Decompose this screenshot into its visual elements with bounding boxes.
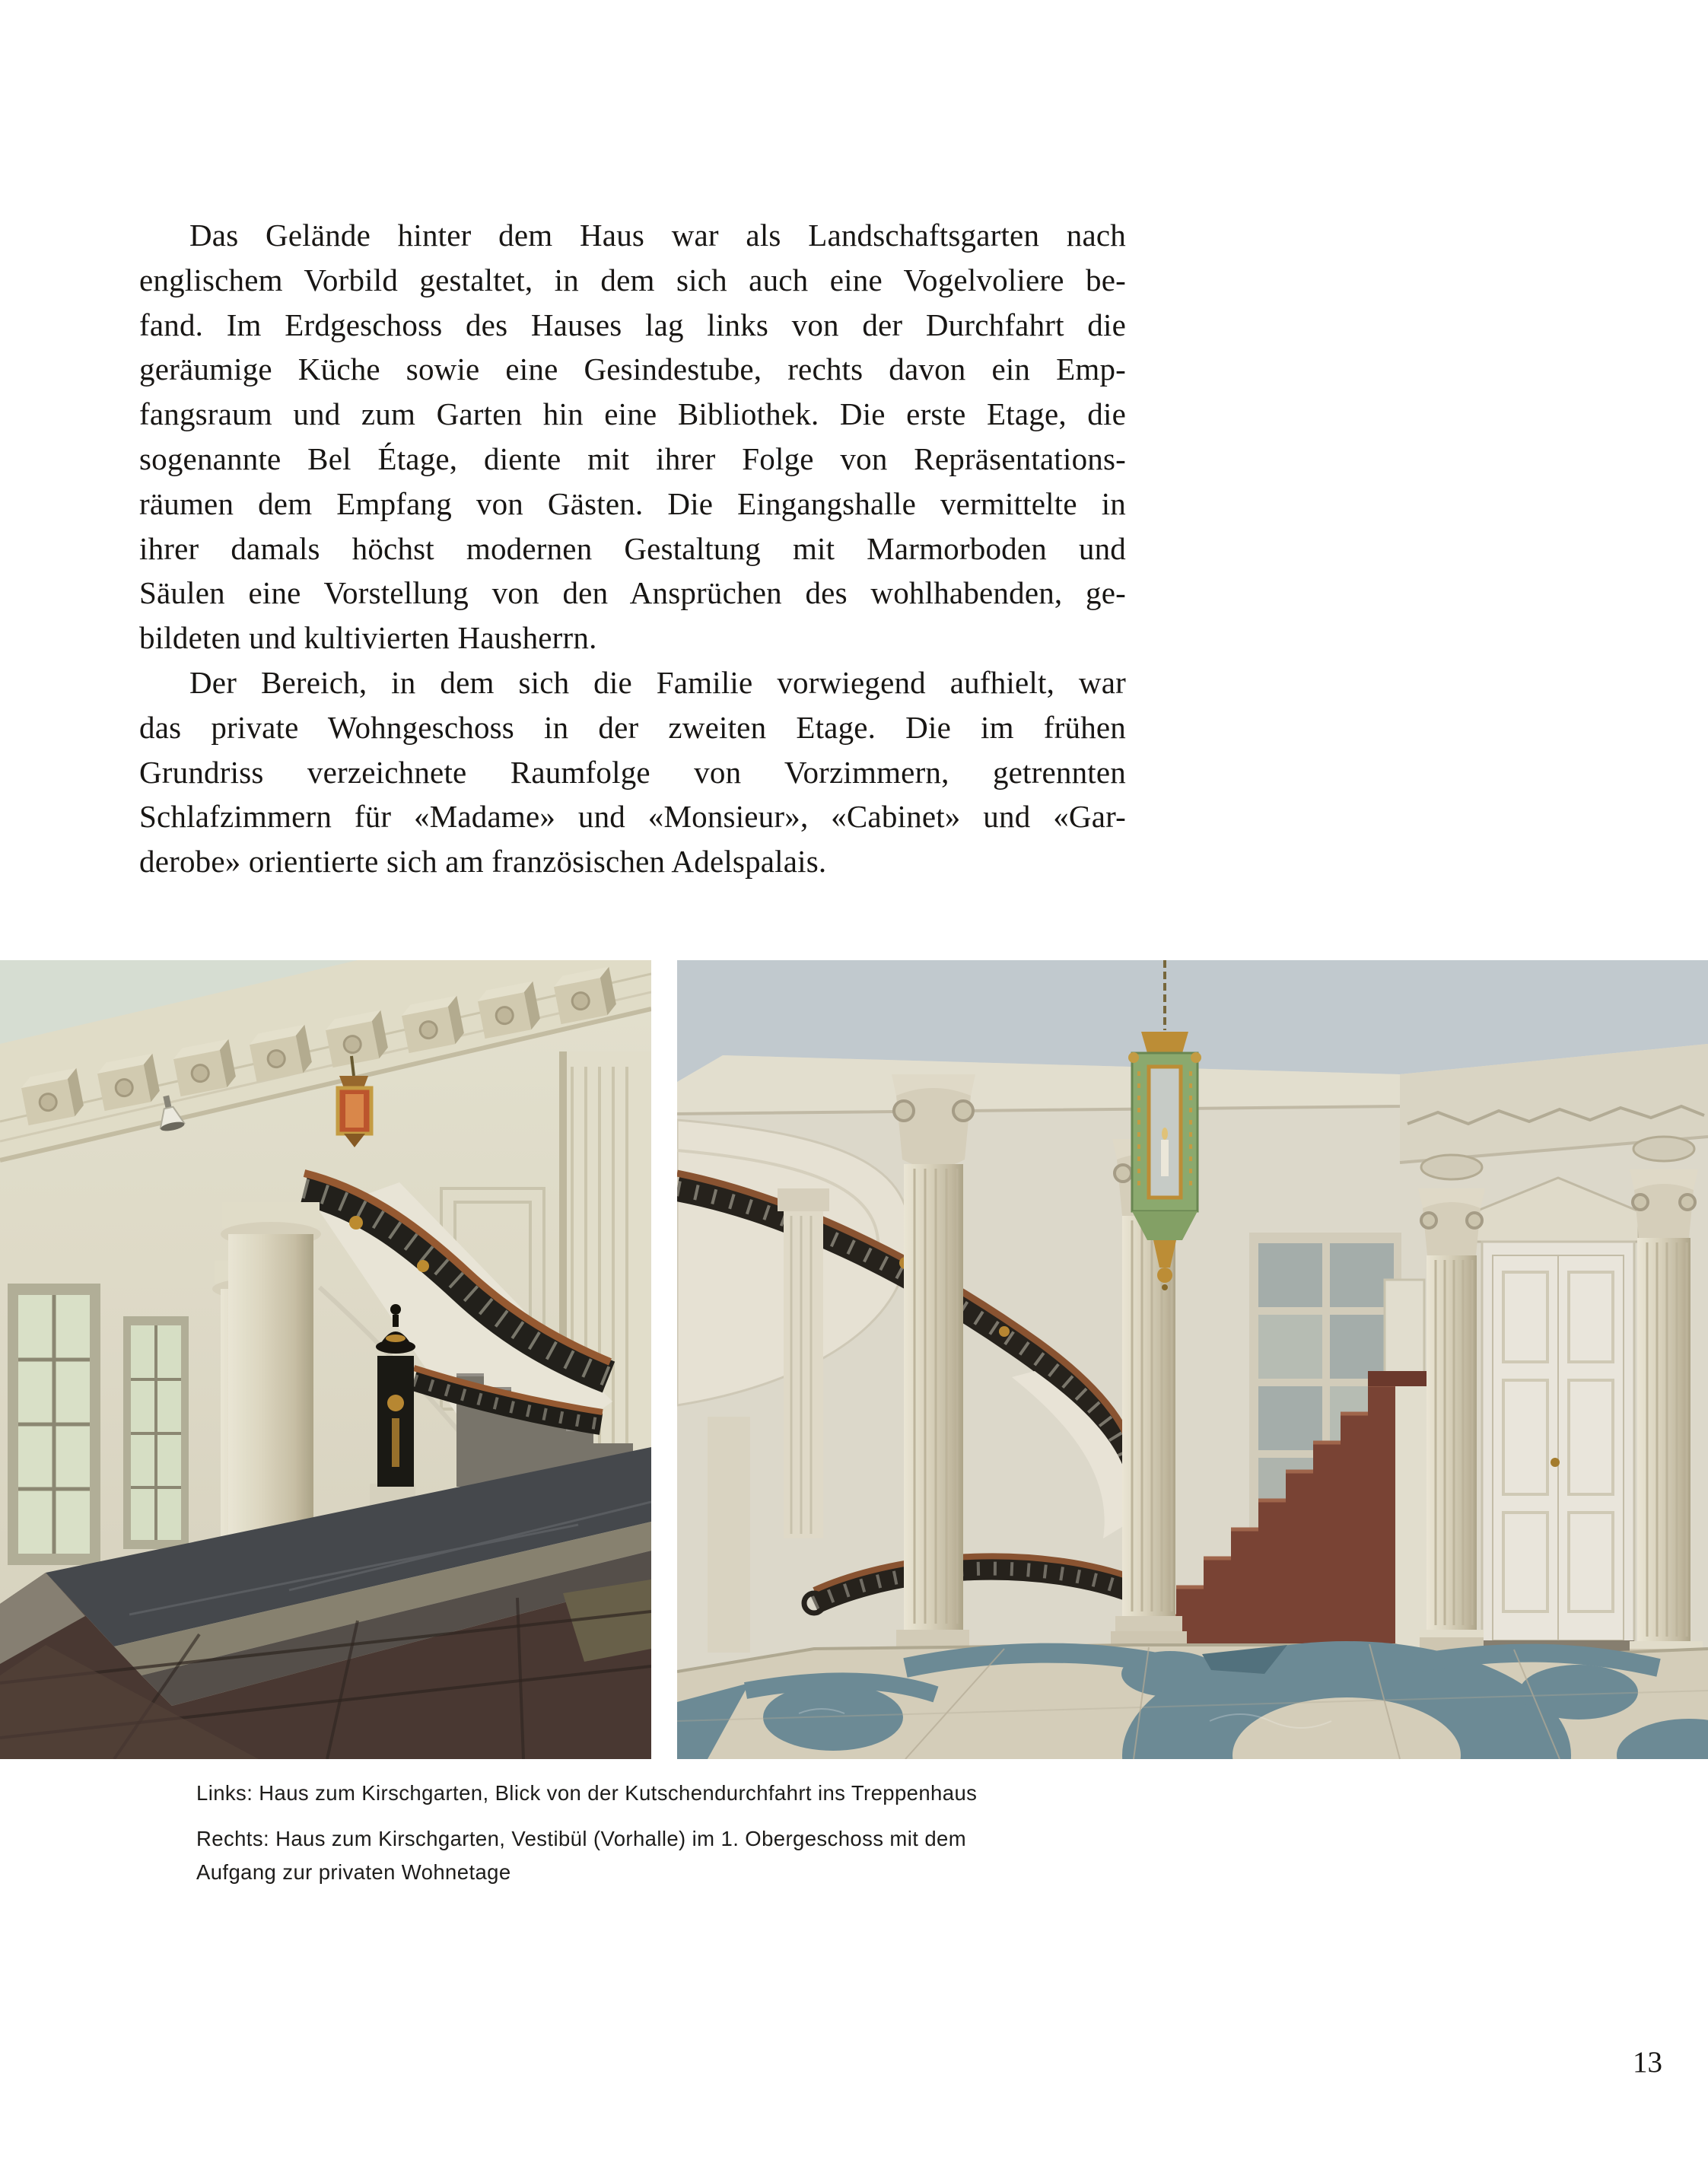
body-text <box>139 213 1126 884</box>
text-line: ihrer damals höchst modernen Gestaltung mit Marmorboden und <box>139 530 1126 566</box>
caption-line: Aufgang zur privaten Wohnetage <box>196 1860 511 1884</box>
text-line: fand. Im Erdgeschoss des Hauses lag links von der Durchfahrt die <box>139 307 1126 342</box>
paragraph <box>139 660 1126 884</box>
photo-tone-overlay <box>0 960 651 1759</box>
text-line: räumen dem Empfang von Gästen. Die Eingangshalle vermittelte in <box>139 485 1126 521</box>
text-line: geräumige Küche sowie eine Gesindestube, rechts davon ein Emp- <box>139 352 1126 387</box>
text-line: sogenannte Bel Étage, diente mit ihrer Folge von Repräsentations- <box>139 441 1126 476</box>
text-line: Grundriss verzeichnete Raumfolge von Vorzimmern, getrennten <box>139 754 1126 790</box>
page-number: 13 <box>1633 2046 1662 2079</box>
caption-right-photo <box>196 1822 1109 1889</box>
photo-tone-overlay <box>677 960 1708 1759</box>
text-line: bildeten und kultivierten Hausherrn. <box>139 620 597 656</box>
photo-right-illustration <box>677 960 1708 1759</box>
caption-line: Links: Haus zum Kirschgarten, Blick von der Kutschendurchfahrt ins Treppenhaus <box>196 1781 978 1805</box>
caption-left-photo <box>196 1777 1109 1810</box>
text-line: das private Wohngeschoss in der zweiten Etage. Die im frühen <box>139 709 1126 745</box>
text-line: Der Bereich, in dem sich die Familie vorwiegend aufhielt, war <box>189 664 1126 700</box>
text-line: Säulen eine Vorstellung von den Ansprüchen des wohlhabenden, ge- <box>139 575 1126 611</box>
text-line: fangsraum und zum Garten hin eine Bibliothek. Die erste Etage, die <box>139 396 1126 432</box>
photo-left-illustration <box>0 960 651 1759</box>
photo-carriage-passage <box>0 960 651 1759</box>
paragraph <box>139 213 1126 660</box>
text-line: Schlafzimmern für «Madame» und «Monsieur», «Cabinet» und «Gar- <box>139 799 1126 835</box>
text-line: englischem Vorbild gestaltet, in dem sich auch eine Vogelvoliere be- <box>139 262 1126 297</box>
caption-line: Rechts: Haus zum Kirschgarten, Vestibül (Vorhalle) im 1. Obergeschoss mit dem <box>196 1827 967 1850</box>
photo-vestibule <box>677 960 1708 1759</box>
text-line: Das Gelände hinter dem Haus war als Landschaftsgarten nach <box>189 218 1126 253</box>
text-line: derobe» orientierte sich am französischen Adelspalais. <box>139 844 827 880</box>
